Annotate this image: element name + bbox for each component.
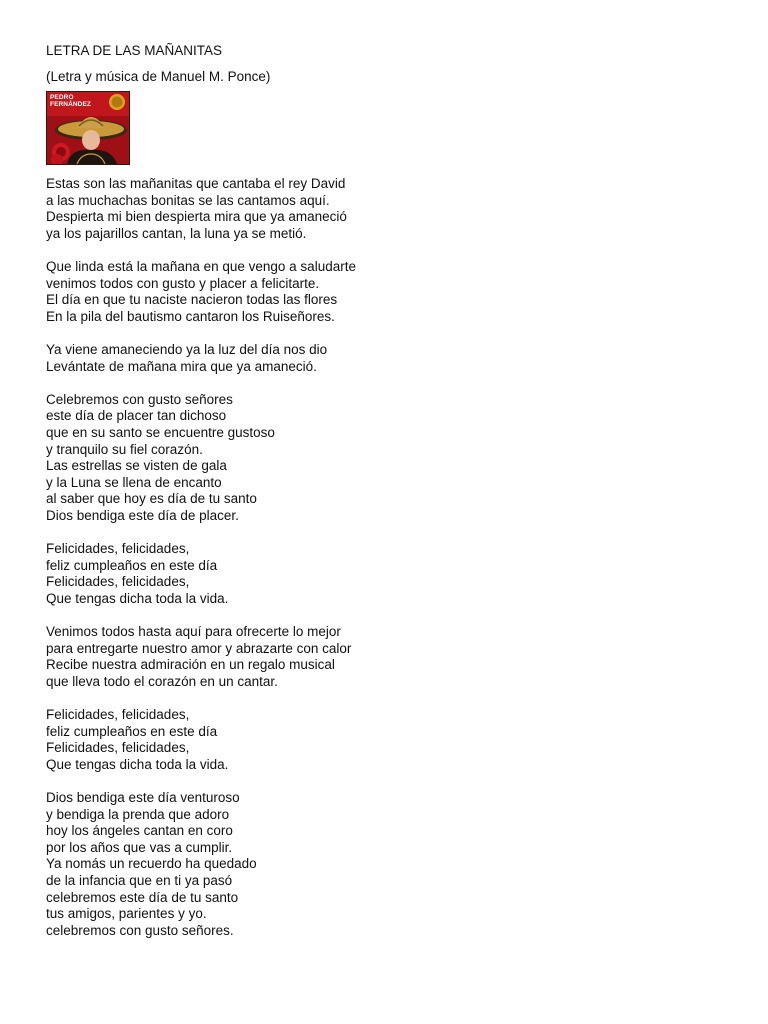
lyrics-line: Felicidades, felicidades, xyxy=(46,541,190,557)
lyrics-line: ya los pajarillos cantan, la luna ya se metió. xyxy=(46,225,307,241)
lyrics-line: El día en que tu naciste nacieron todas las flores xyxy=(46,292,338,308)
lyrics-stanza xyxy=(46,624,726,690)
lyrics-body xyxy=(46,176,726,939)
lyrics-line: a las muchachas bonitas se las cantamos aquí. xyxy=(46,192,330,208)
lyrics-line: por los años que vas a cumplir. xyxy=(46,839,233,855)
lyrics-line: que lleva todo el corazón en un cantar. xyxy=(46,673,278,689)
document-subtitle: (Letra y música de Manuel M. Ponce) xyxy=(46,69,271,84)
document-title: LETRA DE LAS MAÑANITAS xyxy=(46,43,223,58)
lyrics-line: y tranquilo su fiel corazón. xyxy=(46,441,203,457)
lyrics-line: este día de placer tan dichoso xyxy=(46,408,227,424)
lyrics-line: Recibe nuestra admiración en un regalo musical xyxy=(46,657,335,673)
lyrics-line: Dios bendiga este día de placer. xyxy=(46,507,239,523)
lyrics-stanza xyxy=(46,342,726,375)
lyrics-line: Despierta mi bien despierta mira que ya amaneció xyxy=(46,209,347,225)
lyrics-stanza xyxy=(46,176,726,242)
lyrics-line: Estas son las mañanitas que cantaba el rey David xyxy=(46,176,346,191)
lyrics-line: tus amigos, parientes y yo. xyxy=(46,906,207,922)
lyrics-stanza xyxy=(46,392,726,525)
lyrics-stanza xyxy=(46,259,726,325)
lyrics-line: de la infancia que en ti ya pasó xyxy=(46,872,233,888)
lyrics-line: Ya viene amaneciendo ya la luz del día nos dio xyxy=(46,341,328,357)
lyrics-line: y la Luna se llena de encanto xyxy=(46,474,222,490)
lyrics-line: feliz cumpleaños en este día xyxy=(46,557,218,573)
lyrics-line: Que tengas dicha toda la vida. xyxy=(46,756,229,772)
lyrics-line: Levántate de mañana mira que ya amaneció. xyxy=(46,358,317,374)
lyrics-line: celebremos con gusto señores. xyxy=(46,922,234,938)
lyrics-stanza xyxy=(46,541,726,607)
lyrics-line: y bendiga la prenda que adoro xyxy=(46,806,230,822)
lyrics-stanza xyxy=(46,707,726,773)
lyrics-line: Que linda está la mañana en que vengo a saludarte xyxy=(46,258,356,274)
lyrics-line: Felicidades, felicidades, xyxy=(46,707,190,722)
lyrics-line: venimos todos con gusto y placer a felicitarte. xyxy=(46,275,320,291)
lyrics-line: que en su santo se encuentre gustoso xyxy=(46,424,275,440)
lyrics-line: Celebremos con gusto señores xyxy=(46,391,233,407)
lyrics-line: Dios bendiga este día venturoso xyxy=(46,789,240,805)
document-page xyxy=(46,42,726,956)
lyrics-line: celebremos este día de tu santo xyxy=(46,889,239,905)
lyrics-line: Las estrellas se visten de gala xyxy=(46,458,227,474)
lyrics-line: feliz cumpleaños en este día xyxy=(46,723,218,739)
lyrics-line: Venimos todos hasta aquí para ofrecerte lo mejor xyxy=(46,624,341,640)
lyrics-line: al saber que hoy es día de tu santo xyxy=(46,491,257,507)
lyrics-line: Que tengas dicha toda la vida. xyxy=(46,590,229,606)
album-cover-image xyxy=(46,91,130,165)
lyrics-line: hoy los ángeles cantan en coro xyxy=(46,823,233,839)
lyrics-line: Felicidades, felicidades, xyxy=(46,740,190,756)
lyrics-stanza xyxy=(46,790,726,939)
lyrics-line: Felicidades, felicidades, xyxy=(46,574,190,590)
lyrics-line: Ya nomás un recuerdo ha quedado xyxy=(46,856,257,872)
album-artist-label: PEDRO FERNÁNDEZ xyxy=(50,94,91,108)
lyrics-line: En la pila del bautismo cantaron los Ruiseñores. xyxy=(46,308,335,324)
lyrics-line: para entregarte nuestro amor y abrazarte con calor xyxy=(46,640,352,656)
